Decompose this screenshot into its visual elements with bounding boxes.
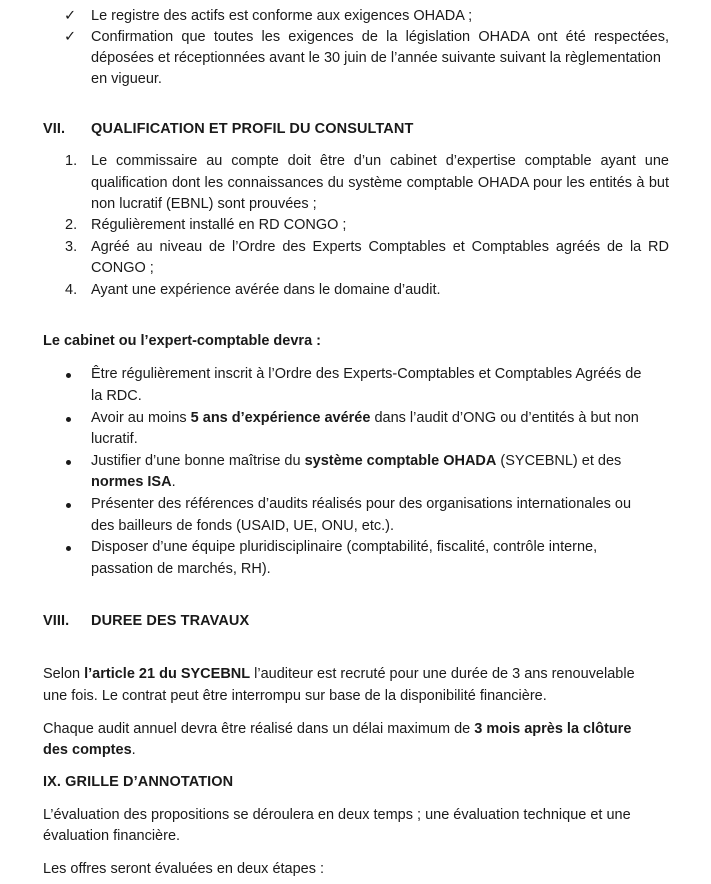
section-title: DUREE DES TRAVAUX [91, 613, 250, 629]
bullet-item: Présenter des références d’audits réalisés pour des organisations internationales ou [91, 496, 632, 512]
list-item: Ayant une expérience avérée dans le domaine d’audit. [91, 282, 441, 298]
bullet-icon [66, 546, 71, 551]
subsection-heading: Le cabinet ou l’expert-comptable devra : [43, 333, 321, 349]
bullet-item-continuation: lucratif. [91, 431, 138, 447]
list-number: 2. [65, 217, 78, 233]
section-number: VIII. [43, 613, 70, 629]
bullet-icon [66, 373, 71, 378]
bullet-icon [66, 417, 71, 422]
check-icon: ✓ [64, 8, 77, 24]
list-item-continuation: qualification dont les connaissances du système comptable OHADA pour les entités à but [91, 175, 669, 191]
bullet-item-continuation: la RDC. [91, 388, 142, 404]
list-item: Agréé au niveau de l’Ordre des Experts Comptables et Comptables agréés de la RD [91, 239, 669, 255]
paragraph-line: évaluation financière. [43, 828, 181, 844]
paragraph-line: L’évaluation des propositions se déroulera en deux temps ; une évaluation technique et une [43, 807, 631, 823]
check-icon: ✓ [64, 29, 77, 45]
list-item: Le commissaire au compte doit être d’un cabinet d’expertise comptable ayant une [91, 153, 669, 169]
list-item: Régulièrement installé en RD CONGO ; [91, 217, 347, 233]
paragraph-line: Chaque audit annuel devra être réalisé dans un délai maximum de 3 mois après la clôture [43, 721, 632, 737]
list-number: 4. [65, 282, 78, 298]
checklist-item: Le registre des actifs est conforme aux exigences OHADA ; [91, 8, 473, 24]
list-item-continuation: CONGO ; [91, 260, 154, 276]
bullet-item-continuation: normes ISA. [91, 474, 176, 490]
list-number: 1. [65, 153, 78, 169]
bullet-icon [66, 503, 71, 508]
paragraph-line: une fois. Le contrat peut être interrompu sur base de la disponibilité financière. [43, 688, 547, 704]
paragraph-line: des comptes. [43, 742, 136, 758]
section-number: VII. [43, 121, 66, 137]
checklist-item-continuation: déposées et réceptionnées avant le 30 juin de l’année suivante suivant la règlementation [91, 50, 661, 66]
checklist-item-continuation: en vigueur. [91, 71, 162, 87]
bullet-item-continuation: passation de marchés, RH). [91, 561, 271, 577]
section-title: QUALIFICATION ET PROFIL DU CONSULTANT [91, 121, 414, 137]
bullet-item: Avoir au moins 5 ans d’expérience avérée dans l’audit d’ONG ou d’entités à but non [91, 410, 639, 426]
section-title: IX. GRILLE D’ANNOTATION [43, 774, 234, 790]
list-number: 3. [65, 239, 78, 255]
checklist-item: Confirmation que toutes les exigences de la législation OHADA ont été respectées, [91, 29, 669, 45]
bullet-item-continuation: des bailleurs de fonds (USAID, UE, ONU, etc.). [91, 518, 394, 534]
paragraph-line: Selon l’article 21 du SYCEBNL l’auditeur est recruté pour une durée de 3 ans renouvelable [43, 666, 635, 682]
bullet-item: Être régulièrement inscrit à l’Ordre des Experts-Comptables et Comptables Agréés de [91, 366, 642, 382]
paragraph-line: Les offres seront évaluées en deux étapes : [43, 861, 325, 877]
bullet-item: Justifier d’une bonne maîtrise du système comptable OHADA (SYCEBNL) et des [91, 453, 622, 469]
bullet-item: Disposer d’une équipe pluridisciplinaire (comptabilité, fiscalité, contrôle interne, [91, 539, 598, 555]
list-item-continuation: non lucratif (EBNL) sont prouvées ; [91, 196, 317, 212]
bullet-icon [66, 460, 71, 465]
